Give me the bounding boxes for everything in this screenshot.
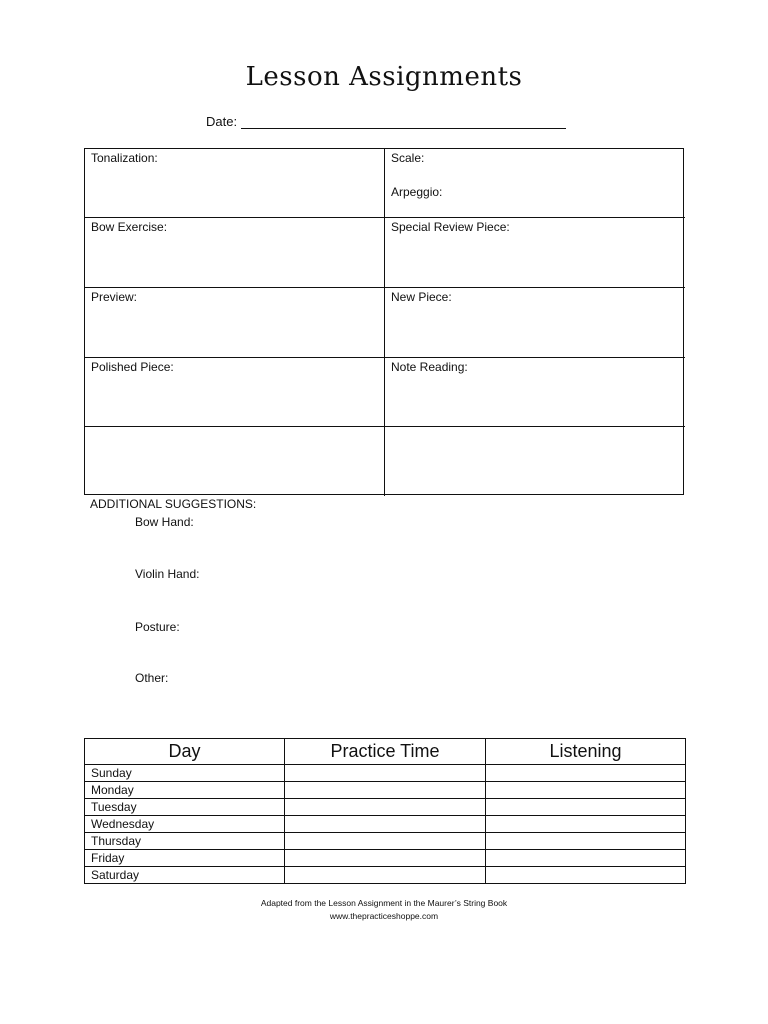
- practice-time-cell[interactable]: [285, 799, 486, 816]
- day-cell: Sunday: [85, 765, 285, 782]
- page-title: Lesson Assignments: [245, 62, 523, 92]
- assignment-grid: [84, 148, 684, 495]
- scale-label: Scale:: [391, 151, 425, 165]
- posture-label: Posture:: [135, 620, 180, 634]
- special-review-cell[interactable]: [385, 218, 685, 288]
- table-row: [85, 816, 686, 833]
- arpeggio-label: Arpeggio:: [391, 185, 443, 199]
- listening-cell[interactable]: [486, 816, 686, 833]
- preview-cell[interactable]: [85, 288, 385, 358]
- date-field[interactable]: [241, 114, 566, 129]
- bow-exercise-label: Bow Exercise:: [91, 220, 168, 234]
- scale-cell[interactable]: [385, 149, 685, 218]
- day-cell: Friday: [85, 850, 285, 867]
- header-practice-time: Practice Time: [285, 739, 486, 765]
- practice-header-row: [85, 739, 686, 765]
- table-row: [85, 765, 686, 782]
- table-row: [85, 833, 686, 850]
- footer-credit: Adapted from the Lesson Assignment in the Maurer’s String Book: [260, 898, 508, 908]
- practice-time-cell[interactable]: [285, 765, 486, 782]
- practice-time-cell[interactable]: [285, 782, 486, 799]
- listening-cell[interactable]: [486, 765, 686, 782]
- table-row: [85, 799, 686, 816]
- preview-label: Preview:: [91, 290, 138, 304]
- day-cell: Thursday: [85, 833, 285, 850]
- bow-exercise-cell[interactable]: [85, 218, 385, 288]
- suggestions-heading: ADDITIONAL SUGGESTIONS:: [90, 497, 257, 511]
- polished-piece-label: Polished Piece:: [91, 360, 174, 374]
- date-row: [206, 114, 566, 129]
- bow-hand-label: Bow Hand:: [135, 515, 194, 529]
- practice-time-cell[interactable]: [285, 867, 486, 884]
- violin-hand-label: Violin Hand:: [135, 567, 200, 581]
- blank-cell-right[interactable]: [385, 427, 685, 496]
- listening-cell[interactable]: [486, 850, 686, 867]
- tonalization-label: Tonalization:: [91, 151, 158, 165]
- table-row: [85, 782, 686, 799]
- practice-time-cell[interactable]: [285, 833, 486, 850]
- listening-cell[interactable]: [486, 867, 686, 884]
- tonalization-cell[interactable]: [85, 149, 385, 218]
- day-cell: Saturday: [85, 867, 285, 884]
- header-day: Day: [85, 739, 285, 765]
- blank-cell-left[interactable]: [85, 427, 385, 496]
- table-row: [85, 850, 686, 867]
- footer-url: www.thepracticeshoppe.com: [329, 911, 439, 921]
- special-review-label: Special Review Piece:: [391, 220, 510, 234]
- day-cell: Wednesday: [85, 816, 285, 833]
- new-piece-label: New Piece:: [391, 290, 452, 304]
- day-cell: Tuesday: [85, 799, 285, 816]
- listening-cell[interactable]: [486, 833, 686, 850]
- other-label: Other:: [135, 671, 169, 685]
- day-cell: Monday: [85, 782, 285, 799]
- new-piece-cell[interactable]: [385, 288, 685, 358]
- polished-piece-cell[interactable]: [85, 358, 385, 427]
- practice-table: [84, 738, 686, 884]
- listening-cell[interactable]: [486, 799, 686, 816]
- practice-time-cell[interactable]: [285, 816, 486, 833]
- practice-time-cell[interactable]: [285, 850, 486, 867]
- date-label: Date:: [206, 114, 238, 129]
- header-listening: Listening: [486, 739, 686, 765]
- listening-cell[interactable]: [486, 782, 686, 799]
- note-reading-cell[interactable]: [385, 358, 685, 427]
- note-reading-label: Note Reading:: [391, 360, 468, 374]
- table-row: [85, 867, 686, 884]
